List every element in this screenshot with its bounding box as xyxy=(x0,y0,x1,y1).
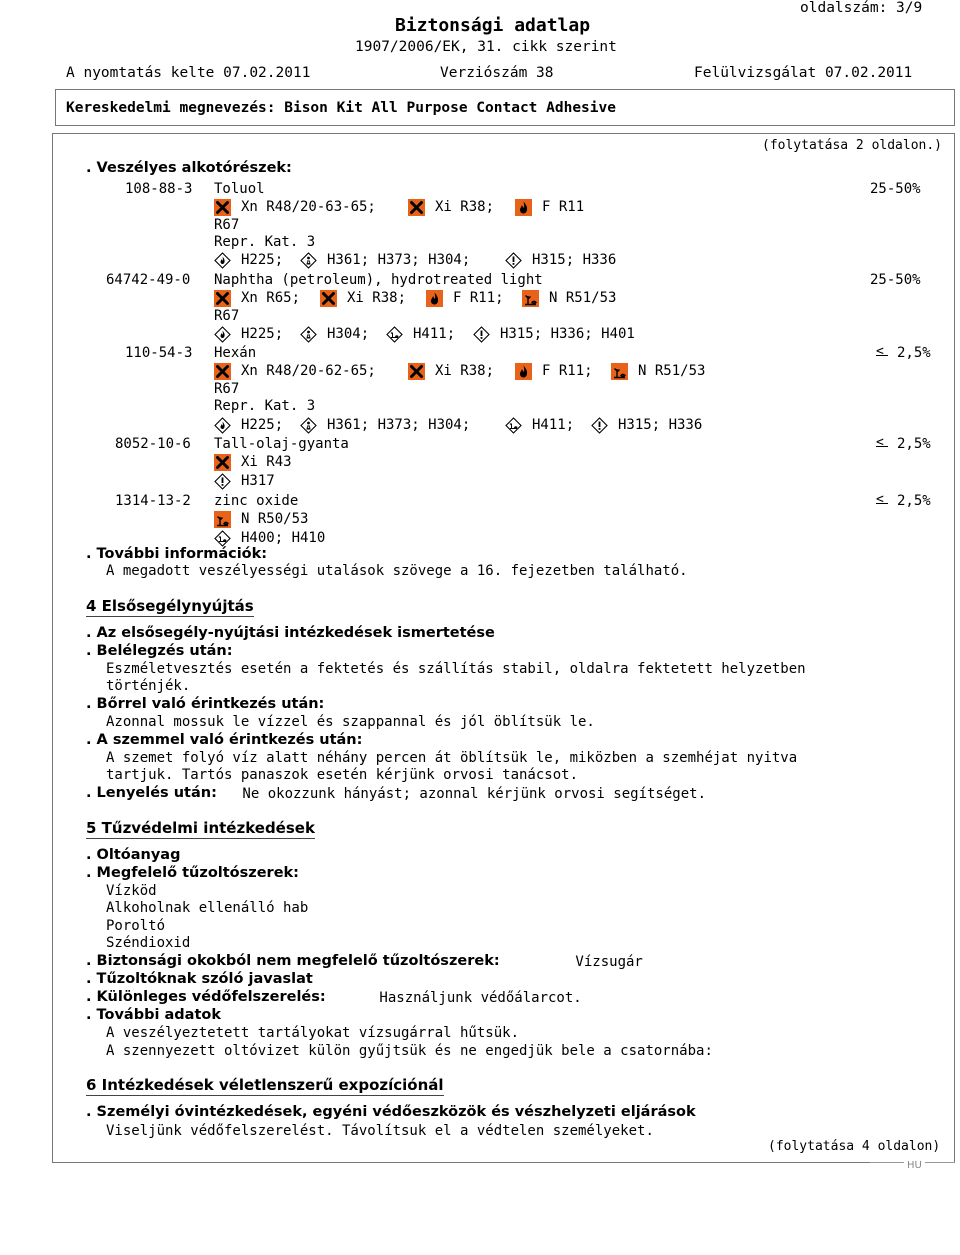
environment-hazard-icon xyxy=(214,511,231,528)
ghs-flame-icon xyxy=(214,417,231,434)
r-phrase: Xn R48/20-63-65; xyxy=(241,199,376,215)
document-title: Biztonsági adatlap xyxy=(395,15,591,36)
irritant-x-icon xyxy=(408,199,425,216)
h-phrase: H361; H373; H304; xyxy=(327,417,471,433)
r-phrase: F R11; xyxy=(542,363,593,379)
section-6-heading: 6 Intézkedések véletlenszerű expozíciónál xyxy=(86,1076,444,1094)
ghs-environment-icon xyxy=(386,326,403,343)
product-name: Kereskedelmi megnevezés: Bison Kit All Purpose Contact Adhesive xyxy=(66,100,616,116)
irritant-x-icon xyxy=(408,363,425,380)
flammable-icon xyxy=(515,199,532,216)
concentration: 2,5% xyxy=(897,436,931,452)
r-phrase: F R11 xyxy=(542,199,585,215)
harmful-x-icon xyxy=(214,290,231,307)
component-name: Hexán xyxy=(214,345,257,361)
section-4-heading: 4 Elsősegélynyújtás xyxy=(86,597,254,615)
h-phrase: H225; xyxy=(241,252,284,268)
irritant-x-icon xyxy=(320,290,337,307)
r-phrase: Xn R65; xyxy=(241,290,301,306)
ghs-exclamation-icon xyxy=(591,417,608,434)
section-5-heading: 5 Tűzvédelmi intézkedések xyxy=(86,819,315,837)
h-phrase: H225; xyxy=(241,417,284,433)
h-phrase: H361; H373; H304; xyxy=(327,252,471,268)
concentration: 2,5% xyxy=(897,493,931,509)
further-info-label: . További információk: xyxy=(86,546,268,562)
ghs-flame-icon xyxy=(214,252,231,269)
environment-hazard-icon xyxy=(522,290,539,307)
h-phrase: H315; H336 xyxy=(618,417,703,433)
personal-precautions-label: . Személyi óvintézkedések, egyéni védőeszközök és vészhelyzeti eljárások xyxy=(86,1104,696,1120)
protective-equipment-value: Használjunk védőálarcot. xyxy=(371,990,582,1006)
ghs-environment-icon xyxy=(214,530,231,547)
component-name: zinc oxide xyxy=(214,493,299,509)
further-info-text: A megadott veszélyességi utalások szövege a 16. fejezetben található. xyxy=(106,563,688,579)
repro-category: Repr. Kat. 3 xyxy=(214,234,316,250)
eye-contact-label: . A szemmel való érintkezés után: xyxy=(86,732,363,748)
print-date: A nyomtatás kelte 07.02.2011 xyxy=(66,65,311,81)
ghs-environment-icon xyxy=(505,417,522,434)
h-phrase: H315; H336; H401 xyxy=(500,326,635,342)
cas-number: 110-54-3 xyxy=(125,345,193,361)
suitable-media-label: . Megfelelő tűzoltószerek: xyxy=(86,865,299,881)
eye-contact-text-cont: tartjuk. Tartós panaszok esetén kérjünk orvosi tanácsot. xyxy=(106,767,579,783)
h-phrase: H411; xyxy=(413,326,456,342)
ghs-health-hazard-icon xyxy=(300,252,317,269)
ghs-flame-icon xyxy=(214,326,231,343)
firefighter-advice-label: . Tűzoltóknak szóló javaslat xyxy=(86,971,313,987)
r-phrase: Xi R43 xyxy=(241,454,292,470)
h-phrase: H304; xyxy=(327,326,370,342)
r-phrase: F R11; xyxy=(453,290,504,306)
eye-contact-text: A szemet folyó víz alatt néhány percen át öblítsük le, miközben a szemhéjat nyitva xyxy=(106,750,798,766)
ingestion-text: Ne okozzunk hányást; azonnal kérjünk orvosi segítséget. xyxy=(234,786,707,802)
flammable-icon xyxy=(426,290,443,307)
unsuitable-media-label: . Biztonsági okokból nem megfelelő tűzoltószerek: xyxy=(86,953,500,969)
r-phrase: R67 xyxy=(214,217,240,233)
h-phrase: H400; H410 xyxy=(241,530,326,546)
r-phrase: N R51/53 xyxy=(549,290,617,306)
inhalation-label: . Belélegzés után: xyxy=(86,643,233,659)
cas-number: 1314-13-2 xyxy=(115,493,191,509)
skin-contact-text: Azonnal mossuk le vízzel és szappannal és jól öblítsük le. xyxy=(106,714,595,730)
r-phrase: Xn R48/20-62-65; xyxy=(241,363,376,379)
less-equal-icon: < xyxy=(876,347,888,356)
concentration: 25-50% xyxy=(870,181,921,197)
h-phrase: H315; H336 xyxy=(532,252,617,268)
hazardous-title: . Veszélyes alkotórészek: xyxy=(86,160,292,176)
less-equal-icon: < xyxy=(876,495,888,504)
r-phrase: N R50/53 xyxy=(241,511,309,527)
r-phrase: R67 xyxy=(214,308,240,324)
continued-to: (folytatása 4 oldalon) xyxy=(768,1139,941,1154)
additional-data-label: . További adatok xyxy=(86,1007,221,1023)
skin-contact-label: . Bőrrel való érintkezés után: xyxy=(86,696,325,712)
ghs-health-hazard-icon xyxy=(300,417,317,434)
unsuitable-media-value: Vízsugár xyxy=(567,954,643,970)
repro-category: Repr. Kat. 3 xyxy=(214,398,316,414)
environment-hazard-icon xyxy=(611,363,628,380)
ghs-health-hazard-icon xyxy=(300,326,317,343)
regulation-ref: 1907/2006/EK, 31. cikk szerint xyxy=(355,39,617,55)
cas-number: 64742-49-0 xyxy=(106,272,191,288)
r-phrase: N R51/53 xyxy=(638,363,706,379)
suitable-media-item: Vízköd xyxy=(106,883,157,899)
harmful-x-icon xyxy=(214,199,231,216)
ghs-exclamation-icon xyxy=(473,326,490,343)
first-aid-subheading: . Az elsősegély-nyújtási intézkedések ismertetése xyxy=(86,625,495,641)
h-phrase: H317 xyxy=(241,473,275,489)
harmful-x-icon xyxy=(214,363,231,380)
ghs-exclamation-icon xyxy=(214,473,231,490)
component-name: Toluol xyxy=(214,181,265,197)
language-code: HU xyxy=(904,1157,925,1174)
ghs-exclamation-icon xyxy=(505,252,522,269)
r-phrase: R67 xyxy=(214,381,240,397)
inhalation-text: Eszméletvesztés esetén a fektetés és szállítás stabil, oldalra fektetett helyzetben xyxy=(106,661,806,677)
component-name: Tall-olaj-gyanta xyxy=(214,436,349,452)
h-phrase: H411; xyxy=(532,417,575,433)
personal-precautions-text: Viseljünk védőfelszerelést. Távolítsuk el a védtelen személyeket. xyxy=(106,1123,654,1139)
flammable-icon xyxy=(515,363,532,380)
additional-data-text: A szennyezett oltóvizet külön gyűjtsük és ne engedjük bele a csatornába: xyxy=(106,1043,713,1059)
less-equal-icon: < xyxy=(876,438,888,447)
r-phrase: Xi R38; xyxy=(435,199,495,215)
concentration: 2,5% xyxy=(897,345,931,361)
version: Verziószám 38 xyxy=(440,65,554,81)
protective-equipment-label: . Különleges védőfelszerelés: xyxy=(86,989,326,1005)
revision-date: Felülvizsgálat 07.02.2011 xyxy=(694,65,913,81)
irritant-x-icon xyxy=(214,454,231,471)
cas-number: 8052-10-6 xyxy=(115,436,191,452)
cas-number: 108-88-3 xyxy=(125,181,193,197)
component-name: Naphtha (petroleum), hydrotreated light xyxy=(214,272,543,288)
suitable-media-item: Széndioxid xyxy=(106,935,191,951)
suitable-media-item: Alkoholnak ellenálló hab xyxy=(106,900,309,916)
extinguishing-media-label: . Oltóanyag xyxy=(86,847,181,863)
additional-data-text: A veszélyeztetett tartályokat vízsugárral hűtsük. xyxy=(106,1025,520,1041)
concentration: 25-50% xyxy=(870,272,921,288)
h-phrase: H225; xyxy=(241,326,284,342)
continued-from: (folytatása 2 oldalon.) xyxy=(762,138,943,153)
r-phrase: Xi R38; xyxy=(435,363,495,379)
page-number: oldalszám: 3/9 xyxy=(800,0,923,16)
r-phrase: Xi R38; xyxy=(347,290,407,306)
inhalation-text-cont: történjék. xyxy=(106,678,191,694)
ingestion-label: . Lenyelés után: xyxy=(86,785,217,801)
suitable-media-item: Poroltó xyxy=(106,918,166,934)
